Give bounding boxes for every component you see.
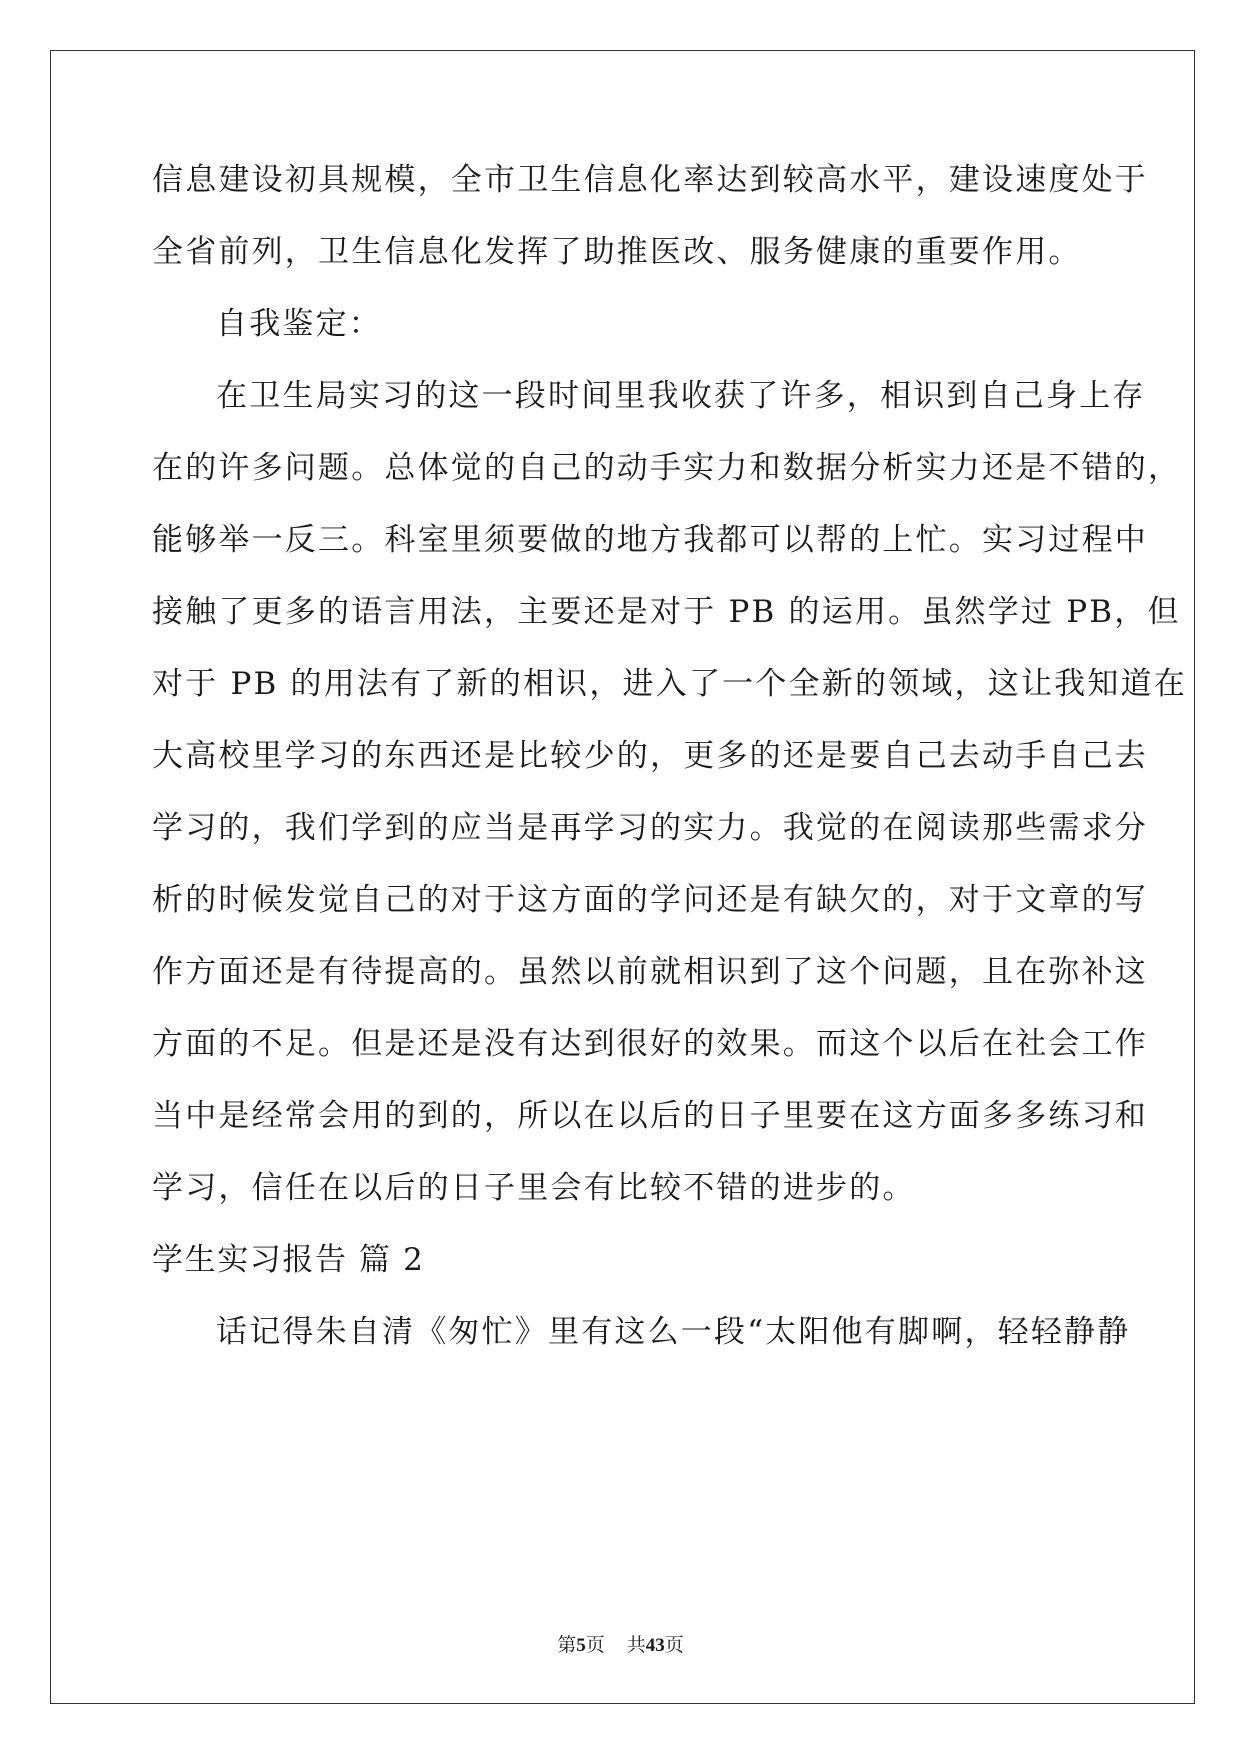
- page-suffix: 页: [585, 1634, 605, 1656]
- page-prefix: 第: [557, 1634, 577, 1656]
- total-prefix: 共: [626, 1634, 646, 1656]
- total-suffix: 页: [664, 1634, 684, 1656]
- section-label-self-assessment: 自我鉴定：: [216, 306, 382, 342]
- paragraph-line: 学习的，我们学到的应当是再学习的实力。我觉的在阅读那些需求分: [152, 810, 1148, 846]
- page-number: 5: [576, 1635, 586, 1656]
- paragraph-line: 信息建设初具规模，全市卫生信息化率达到较高水平，建设速度处于: [152, 162, 1148, 198]
- paragraph-line: 对于 PB 的用法有了新的相识，进入了一个全新的领域，这让我知道在: [152, 666, 1187, 702]
- page-footer: [0, 1633, 1241, 1658]
- paragraph-line: 当中是经常会用的到的，所以在以后的日子里要在这方面多多练习和: [152, 1098, 1148, 1134]
- paragraph-line: 能够举一反三。科室里须要做的地方我都可以帮的上忙。实习过程中: [152, 522, 1148, 558]
- total-pages: 43: [645, 1635, 665, 1656]
- section-heading: 学生实习报告 篇 2: [152, 1242, 425, 1278]
- paragraph-line: 接触了更多的语言用法，主要还是对于 PB 的运用。虽然学过 PB，但: [152, 594, 1181, 630]
- paragraph-line: 在卫生局实习的这一段时间里我收获了许多，相识到自己身上存: [216, 378, 1146, 414]
- paragraph-line: 作方面还是有待提高的。虽然以前就相识到了这个问题，且在弥补这: [152, 954, 1148, 990]
- paragraph-line: 话记得朱自清《匆忙》里有这么一段“太阳他有脚啊，轻轻静静: [216, 1314, 1131, 1350]
- paragraph-line: 方面的不足。但是还是没有达到很好的效果。而这个以后在社会工作: [152, 1026, 1148, 1062]
- paragraph-line: 析的时候发觉自己的对于这方面的学问还是有缺欠的，对于文章的写: [152, 882, 1148, 918]
- paragraph-line: 全省前列，卫生信息化发挥了助推医改、服务健康的重要作用。: [152, 234, 1082, 270]
- page-border: [50, 50, 1195, 1704]
- paragraph-line: 大高校里学习的东西还是比较少的，更多的还是要自己去动手自己去: [152, 738, 1148, 774]
- paragraph-line: 在的许多问题。总体觉的自己的动手实力和数据分析实力还是不错的，: [152, 450, 1182, 486]
- paragraph-line: 学习，信任在以后的日子里会有比较不错的进步的。: [152, 1170, 916, 1206]
